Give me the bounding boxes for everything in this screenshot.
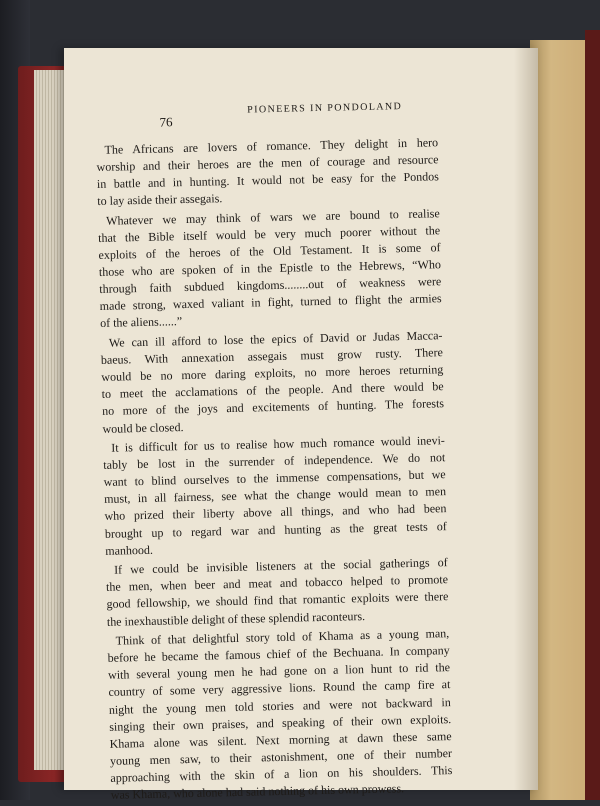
text-line: country of some very aggressive lions. Round the camp fire at <box>108 677 451 700</box>
text-line: We can ill afford to lose the epics of David or Judas Macca- <box>108 328 443 350</box>
text-line: those who are spoken of in the Epistle to the Hebrews, “Who <box>98 257 442 280</box>
text-line: manhood. <box>105 542 154 558</box>
text-line: to lay aside their assegais. <box>97 191 223 209</box>
text-line: that the Bible itself would be very much poorer without the <box>98 223 441 245</box>
text-line: approaching with the skin of a lion on his shoulders. This <box>110 762 453 785</box>
text-line: It is difficult for us to realise how much romance would inevi- <box>111 433 446 455</box>
page-number: 76 <box>159 114 173 130</box>
text-line: tably be lost in the surrender of independence. We do not <box>103 450 446 473</box>
text-line: night the young men told stories and were not backward in <box>108 694 451 717</box>
paragraph <box>96 134 439 210</box>
text-line: in battle and in hunting. It would not be easy for the Pondos <box>96 169 440 192</box>
text-line: before he became the famous chief of the Bechuana. In company <box>107 643 450 666</box>
book-cover-right <box>585 30 600 800</box>
text-line: If we could be invisible listeners at the social gatherings of <box>113 555 448 577</box>
text-line: was Khama, who alone had said nothing of his own prowess. <box>110 781 405 802</box>
body-text <box>96 134 453 806</box>
text-line: of the aliens......” <box>99 314 183 331</box>
text-line: the inexhaustible delight of these splendid raconteurs. <box>106 608 366 629</box>
paragraph <box>100 327 444 437</box>
paragraph <box>107 625 453 804</box>
text-line: must, in all fairness, see what the change would mean to men <box>103 484 447 507</box>
text-line: Whatever we may think of wars we are bound to realise <box>106 206 440 228</box>
paragraph <box>103 432 448 559</box>
text-line: would be closed. <box>102 419 184 436</box>
text-line: worship and their heroes are the men of courage and resource <box>96 152 439 175</box>
paragraph <box>106 554 449 630</box>
text-line: to meet the acclamations of the people. And there would be <box>101 379 444 402</box>
text-line: Think of that delightful story told of Khama as a young man, <box>115 626 450 648</box>
text-line: the men, when beer and meat and tobacco helped to promote <box>105 572 449 595</box>
text-line: would be no more daring exploits, no more heroes returning <box>101 362 444 385</box>
text-line: good fellowship, we should find that romantic exploits were there <box>106 589 449 612</box>
gutter-shadow <box>514 48 538 790</box>
text-line: through faith subdued kingdoms........out of weakness were <box>99 274 442 297</box>
text-line: who prized their liberty above all things, and who had been <box>104 501 447 524</box>
paragraph <box>98 205 443 332</box>
text-line: no more of the joys and excitements of hunting. The forests <box>101 396 445 419</box>
text-line: Khama alone was silent. Next morning at dawn these same <box>109 728 452 751</box>
running-title: PIONEERS IN PONDOLAND <box>247 101 403 116</box>
text-line: want to blind ourselves to the immense compensations, but we <box>103 467 446 490</box>
text-line: exploits of the heroes of the Old Testament. It is some of <box>98 240 441 263</box>
text-line: with several young men he had gone on a lion hunt to rid the <box>107 660 451 683</box>
text-line: made strong, waxed valiant in fight, turned to flight the armies <box>99 291 442 314</box>
text-line: brought up to regard war and hunting as the great tests of <box>104 518 447 541</box>
text-line: singing their own praises, and speaking of their own exploits. <box>109 711 452 734</box>
text-line: young men saw, to their astonishment, one of their number <box>109 745 453 768</box>
text-line: The Africans are lovers of romance. They delight in hero <box>104 135 439 157</box>
text-line: baeus. With annexation assegais must grow rusty. There <box>100 345 444 368</box>
